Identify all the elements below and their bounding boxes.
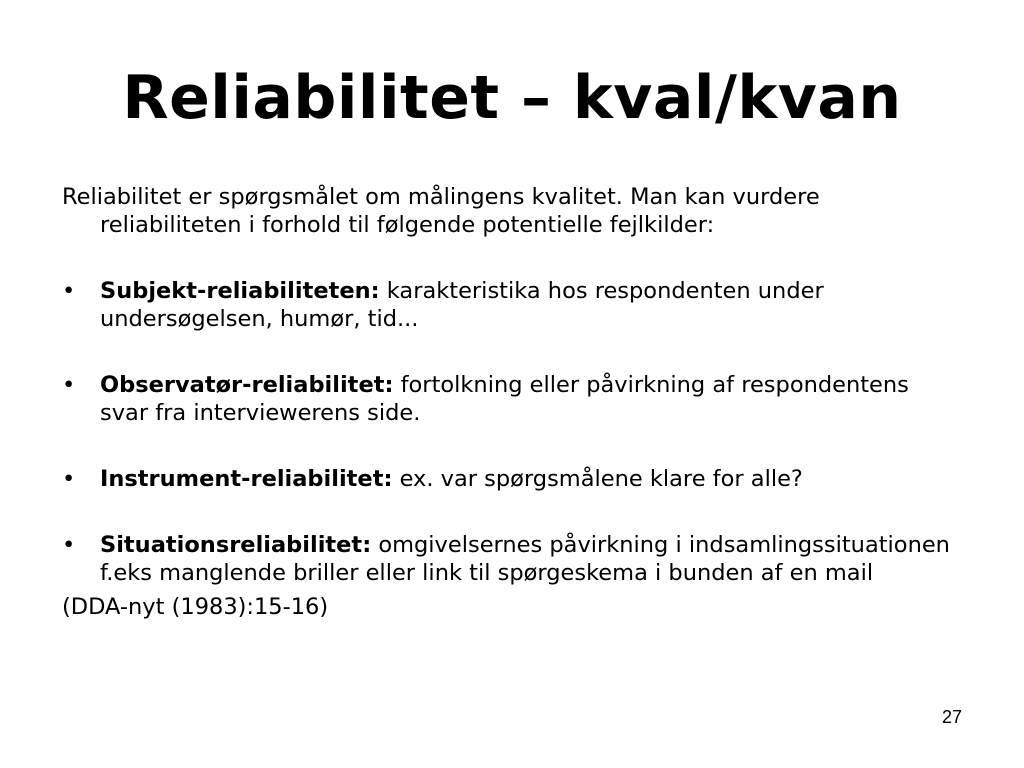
bullet-term: Situationsreliabilitet:	[100, 532, 372, 558]
bullet-term: Observatør-reliabilitet:	[100, 372, 394, 398]
bullet-dot: •	[62, 532, 76, 558]
slide-body	[62, 183, 962, 621]
bullet-list	[62, 277, 962, 587]
bullet-text: omgivelsernes påvirkning i indsamlingssituationen f.eks manglende briller eller link til spørgeskema i bunden af en mail	[100, 532, 950, 586]
bullet-text: fortolkning eller påvirkning af respondentens svar fra interviewerens side.	[100, 372, 909, 426]
bullet-dot: •	[62, 278, 76, 304]
page-number: 27	[941, 707, 962, 727]
intro-paragraph: Reliabilitet er spørgsmålet om målingens kvalitet. Man kan vurdere reliabiliteten i forhold til følgende potentielle fejlkilder:	[62, 184, 820, 238]
bullet-item-observator	[62, 371, 962, 427]
bullet-item-instrument	[62, 465, 962, 493]
bullet-term: Subjekt-reliabiliteten:	[100, 278, 380, 304]
bullet-item-situation	[62, 531, 962, 587]
bullet-item-subjekt	[62, 277, 962, 333]
bullet-text: karakteristika hos respondenten under undersøgelsen, humør, tid...	[100, 278, 824, 332]
bullet-dot: •	[62, 372, 76, 398]
source-citation: (DDA-nyt (1983):15-16)	[62, 594, 329, 620]
slide-title: Reliabilitet – kval/kvan	[122, 63, 902, 133]
bullet-term: Instrument-reliabilitet:	[100, 466, 393, 492]
bullet-text: ex. var spørgsmålene klare for alle?	[399, 466, 803, 492]
bullet-dot: •	[62, 466, 76, 492]
